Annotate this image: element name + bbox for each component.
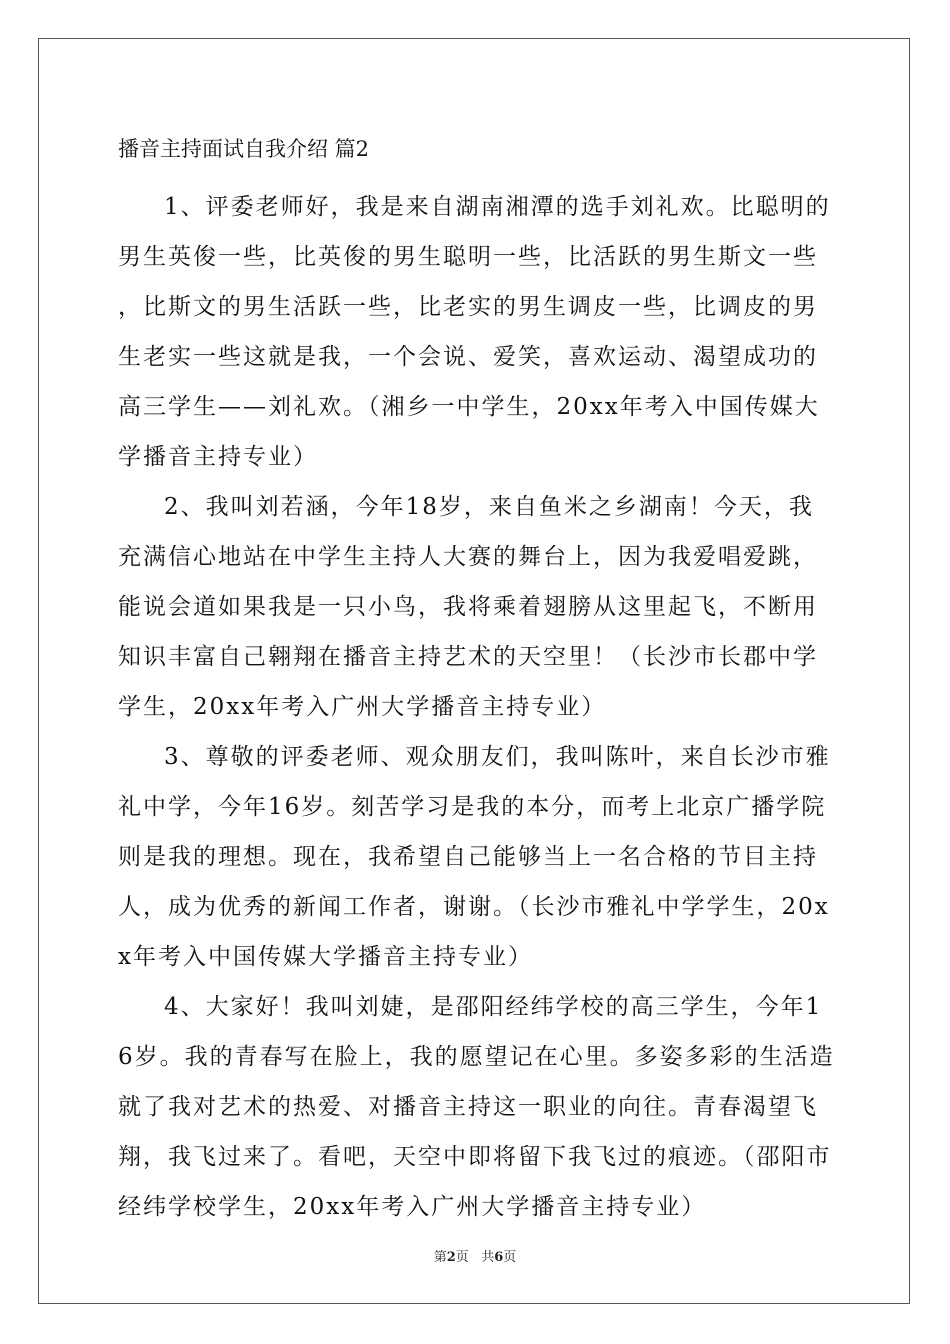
document-body [118, 128, 838, 1232]
document-title: 播音主持面试自我介绍 篇2 [118, 137, 370, 161]
paragraph-3: 3、尊敬的评委老师、观众朋友们，我叫陈叶，来自长沙市雅礼中学，今年16岁。刻苦学习是我的本分，而考上北京广播学院则是我的理想。现在，我希望自己能够当上一名合格的节目主持人，成为优秀的新闻工作者，谢谢。（长沙市雅礼中学学生，20xx年考入中国传媒大学播音主持专业） [118, 744, 831, 970]
paragraph-4: 4、大家好！我叫刘婕，是邵阳经纬学校的高三学生，今年16岁。我的青春写在脸上，我的愿望记在心里。多姿多彩的生活造就了我对艺术的热爱、对播音主持这一职业的向往。青春渴望飞翔，我飞过来了。看吧，天空中即将留下我飞过的痕迹。（邵阳市经纬学校学生，20xx年考入广州大学播音主持专业） [118, 994, 835, 1220]
page-label-mid: 页 共 [455, 1250, 495, 1265]
paragraph-1: 1、评委老师好，我是来自湖南湘潭的选手刘礼欢。比聪明的男生英俊一些，比英俊的男生聪明一些，比活跃的男生斯文一些，比斯文的男生活跃一些，比老实的男生调皮一些，比调皮的男生老实一些这就是我，一个会说、爱笑，喜欢运动、渴望成功的高三学生——刘礼欢。（湘乡一中学生，20xx年考入中国传媒大学播音主持专业） [118, 194, 831, 470]
page-footer [0, 1246, 950, 1265]
total-page-number: 6 [494, 1250, 504, 1265]
paragraph-2: 2、我叫刘若涵，今年18岁，来自鱼米之乡湖南！今天，我充满信心地站在中学生主持人大赛的舞台上，因为我爱唱爱跳，能说会道如果我是一只小鸟，我将乘着翅膀从这里起飞，不断用知识丰富自己翱翔在播音主持艺术的天空里！（长沙市长郡中学学生，20xx年考入广州大学播音主持专业） [118, 494, 818, 720]
page-label-suffix: 页 [503, 1250, 517, 1265]
current-page-number: 2 [446, 1250, 456, 1265]
page-label-prefix: 第 [433, 1250, 447, 1265]
